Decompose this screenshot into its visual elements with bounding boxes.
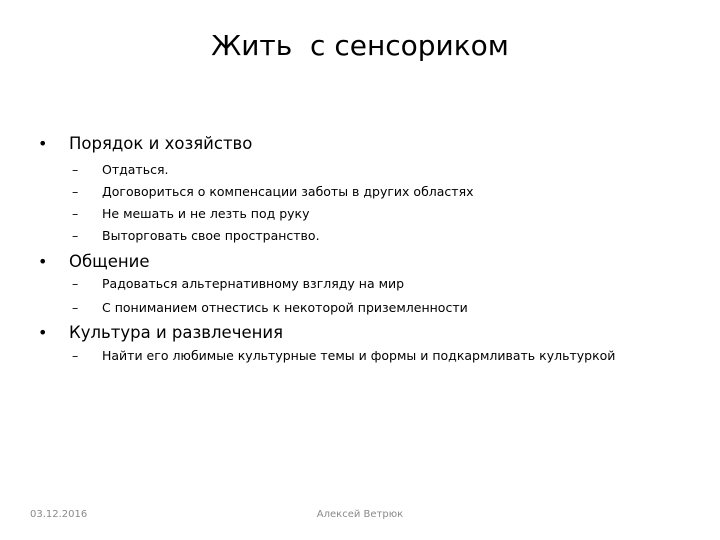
bullet-item-label: Культура и развлечения — [69, 323, 284, 342]
dash-icon: – — [72, 228, 79, 243]
dash-icon: – — [72, 276, 79, 291]
bullet-item-label: Порядок и хозяйство — [69, 134, 253, 153]
dash-icon: – — [72, 184, 79, 199]
dash-icon: – — [72, 162, 79, 177]
sub-item-label: Найти его любимые культурные темы и формы и подкармливать культуркой — [102, 348, 616, 363]
slide-title: Жить с сенсориком — [211, 29, 509, 62]
bullet-icon: • — [38, 323, 48, 342]
sub-item-label: Отдаться. — [102, 162, 169, 177]
footer-date: 03.12.2016 — [30, 509, 88, 520]
bullet-icon: • — [38, 252, 48, 271]
sub-item-label: Выторговать свое пространство. — [102, 228, 320, 243]
bullet-item-label: Общение — [69, 252, 150, 271]
dash-icon: – — [72, 206, 79, 221]
sub-item-label: С пониманием отнестись к некоторой приземленности — [102, 300, 468, 315]
sub-item-label: Радоваться альтернативному взгляду на мир — [102, 276, 405, 291]
footer-author: Алексей Ветрюк — [316, 509, 404, 520]
sub-item-label: Не мешать и не лезть под руку — [102, 206, 310, 221]
dash-icon: – — [72, 348, 79, 363]
dash-icon: – — [72, 300, 79, 315]
sub-item-label: Договориться о компенсации заботы в других областях — [102, 184, 474, 199]
bullet-icon: • — [38, 134, 48, 153]
